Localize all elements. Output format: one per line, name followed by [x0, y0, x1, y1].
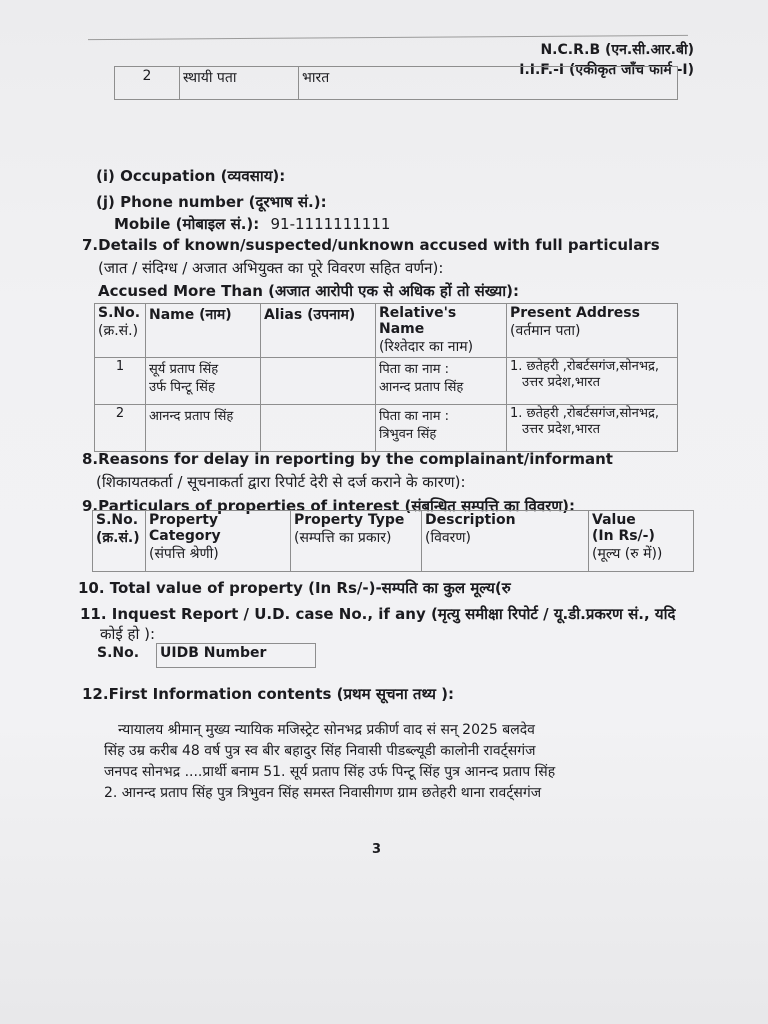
uidb-table-header [94, 644, 316, 668]
accused-2-sno: 2 [95, 405, 146, 452]
fir-line-3: जनपद सोनभद्र ....प्रार्थी बनाम 51. सूर्य प्रताप सिंह उर्फ पिन्टू सिंह पुत्र आनन्द प्रताप सिंह [104, 764, 556, 780]
property-col-sno-hi: (क्र.सं.) [96, 530, 140, 546]
accused-1-name-l1: सूर्य प्रताप सिंह [149, 362, 219, 377]
property-col-category-2: Category [149, 528, 221, 544]
table-row [95, 405, 678, 452]
uidb-col-number: UIDB Number [157, 644, 316, 668]
property-col-type-1: Property Type [294, 512, 405, 528]
section8-subtitle: (शिकायतकर्ता / सूचनाकर्ता द्वारा रिपोर्ट देरी से दर्ज कराने के कारण): [96, 473, 466, 491]
accused-col-relative [376, 304, 507, 358]
property-col-value-1: Value [592, 512, 636, 528]
section12-title: 12.First Information contents (प्रथम सूचना तथ्य ): [82, 685, 455, 703]
phone-label: (j) Phone number (दूरभाष सं.): [96, 193, 327, 211]
page-number: 3 [372, 842, 382, 857]
mobile-value: 91-1111111111 [270, 215, 391, 233]
accused-2-address-l1: 1. छतेहरी ,रोबर्टसगंज,सोनभद्र, [510, 406, 659, 421]
accused-2-alias [261, 405, 376, 452]
section8-title: 8.Reasons for delay in reporting by the complainant/informant [82, 450, 613, 468]
fir-line-2: सिंह उम्र करीब 48 वर्ष पुत्र स्व बीर बहादुर सिंह निवासी पीडब्ल्यूडी कालोनी रावर्ट्सगंज [104, 743, 536, 759]
property-col-description-1: Description [425, 512, 516, 528]
address-value: भारत [299, 67, 678, 100]
address-table [114, 66, 678, 100]
accused-col-alias: Alias (उपनाम) [261, 304, 376, 358]
property-col-description-2: (विवरण) [425, 530, 471, 546]
accused-1-name-l2: उर्फ पिन्टू सिंह [149, 380, 215, 395]
accused-col-name: Name (नाम) [146, 304, 261, 358]
property-col-sno [93, 511, 146, 572]
accused-col-sno-en: S.No. [98, 305, 141, 321]
accused-1-address [507, 358, 678, 405]
accused-2-relative-l1: पिता का नाम : [379, 409, 450, 424]
accused-table [94, 303, 678, 452]
fir-line-4: 2. आनन्द प्रताप सिंह पुत्र त्रिभुवन सिंह समस्त निवासीगण ग्राम छतेहरी थाना रावर्ट्सगंज [104, 785, 542, 801]
accused-col-sno [95, 304, 146, 358]
property-table [92, 510, 694, 572]
section11-title: 11. Inquest Report / U.D. case No., if any (मृत्यु समीक्षा रिपोर्ट / यू.डी.प्रकरण सं., यदि [80, 605, 676, 623]
section9-title: 9.Particulars of properties of interest (संबन्धित सम्पत्ति का विवरण): [82, 497, 576, 515]
accused-2-address [507, 405, 678, 452]
accused-col-address-hi: (वर्तमान पता) [510, 323, 581, 339]
accused-2-name [146, 405, 261, 452]
fir-contents [104, 720, 644, 804]
accused-col-address-en: Present Address [510, 305, 640, 321]
property-col-value-3: (मूल्य (रु में)) [592, 546, 663, 562]
accused-2-name-l1: आनन्द प्रताप सिंह [149, 409, 234, 424]
property-col-value-2: (In Rs/-) [592, 528, 655, 544]
accused-1-address-l1: 1. छतेहरी ,रोबर्टसगंज,सोनभद्र, [510, 359, 659, 374]
property-col-value [589, 511, 694, 572]
mobile-label [114, 214, 390, 234]
section7-title: 7.Details of known/suspected/unknown accused with full particulars [82, 236, 660, 254]
accused-table-header [95, 304, 678, 358]
property-col-sno-en: S.No. [96, 512, 139, 528]
uidb-table [94, 643, 316, 668]
property-col-category-3: (संपत्ति श्रेणी) [149, 546, 219, 562]
section7-accused-more-than: Accused More Than (अजात आरोपी एक से अधिक हों तो संख्या): [98, 282, 519, 300]
accused-2-address-l2: उत्तर प्रदेश,भारत [522, 422, 601, 437]
accused-1-relative [376, 358, 507, 405]
property-col-description [422, 511, 589, 572]
accused-2-relative [376, 405, 507, 452]
accused-col-address [507, 304, 678, 358]
table-row [95, 358, 678, 405]
header-ncrb: N.C.R.B (एन.सी.आर.बी) [540, 42, 694, 58]
mobile-label-text: Mobile (मोबाइल सं.): [114, 215, 260, 233]
section11-title-cont: कोई हो ): [100, 625, 156, 643]
accused-1-sno: 1 [95, 358, 146, 405]
occupation-label: (i) Occupation (व्यवसाय): [96, 167, 286, 185]
accused-col-relative-hi: (रिश्तेदार का नाम) [379, 339, 474, 355]
section10-title: 10. Total value of property (In Rs/-)-सम्पति का कुल मूल्य(रु [78, 579, 511, 597]
property-col-category-1: Property [149, 512, 219, 528]
accused-1-relative-l1: पिता का नाम : [379, 362, 450, 377]
uidb-col-sno: S.No. [94, 644, 157, 668]
property-table-header [93, 511, 694, 572]
accused-2-relative-l2: त्रिभुवन सिंह [379, 427, 437, 442]
header-form-name: I.I.F.-I (एकीकृत जाँच फार्म -I) [519, 62, 694, 78]
section7-subtitle: (जात / संदिग्ध / अजात अभियुक्त का पूरे विवरण सहित वर्णन): [98, 259, 444, 277]
accused-col-relative-en: Relative's Name [379, 305, 457, 337]
accused-1-name [146, 358, 261, 405]
accused-1-relative-l2: आनन्द प्रताप सिंह [379, 380, 464, 395]
accused-col-sno-hi: (क्र.सं.) [98, 323, 139, 339]
accused-1-address-l2: उत्तर प्रदेश,भारत [522, 375, 601, 390]
address-sno: 2 [115, 67, 180, 100]
fir-line-1: न्यायालय श्रीमान् मुख्य न्यायिक मजिस्ट्रेट सोनभद्र प्रकीर्ण वाद सं सन् 2025 बलदेव [118, 722, 535, 738]
property-col-category [146, 511, 291, 572]
address-label: स्थायी पता [180, 67, 299, 100]
property-col-type [291, 511, 422, 572]
property-col-type-2: (सम्पत्ति का प्रकार) [294, 530, 392, 546]
accused-1-alias [261, 358, 376, 405]
